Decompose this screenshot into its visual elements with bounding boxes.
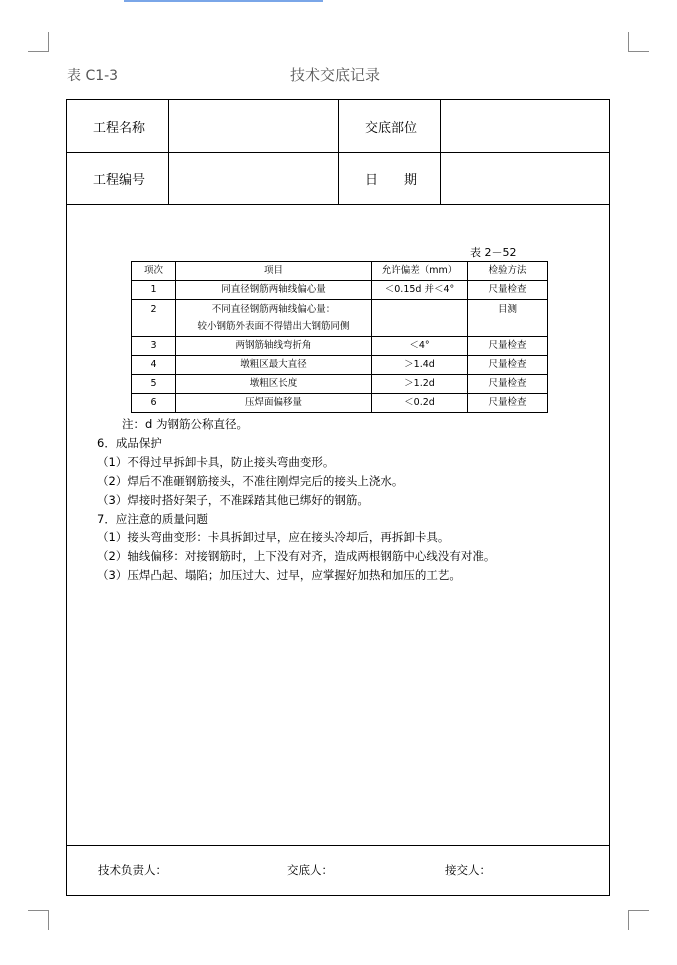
row-item-line1: 不同直径钢筋两轴线偏心量：: [211, 304, 336, 315]
tech-lead-signature-label: 技术负责人：: [98, 863, 167, 877]
row-method: 尺量检查: [468, 337, 548, 356]
table-row: [132, 300, 548, 337]
row-item-line2: 较小钢筋外表面不得错出大钢筋同侧: [197, 321, 350, 332]
row-method: 尺量检查: [468, 394, 548, 413]
row-no: 5: [132, 375, 176, 394]
row-tolerance: ＜0.15d 并＜4°: [372, 281, 468, 300]
section-title: 6．成品保护: [97, 436, 162, 450]
table-row: [132, 394, 548, 413]
project-no-label: 工程编号: [93, 173, 146, 188]
tolerance-table: [131, 261, 548, 413]
column-header: 检验方法: [468, 262, 548, 281]
table-row: [132, 356, 548, 375]
table-caption: 表 2－52: [470, 246, 517, 259]
list-item: （1）接头弯曲变形：卡具拆卸过早，应在接头冷却后，再拆卸卡具。: [97, 530, 450, 544]
list-item: （2）焊后不准砸钢筋接头，不准往刚焊完后的接头上浇水。: [97, 474, 404, 488]
row-tolerance: ＜0.2d: [372, 394, 468, 413]
row-item: [176, 300, 372, 337]
row-no: 4: [132, 356, 176, 375]
table-header-row: [132, 262, 548, 281]
list-item: （1）不得过早拆卸卡具，防止接头弯曲变形。: [97, 455, 335, 469]
receiver-signature-label: 接交人：: [445, 863, 491, 877]
row-method: 尺量检查: [468, 375, 548, 394]
table-note: 注：d 为钢筋公称直径。: [122, 417, 248, 431]
row-no: 2: [132, 300, 176, 337]
row-no: 6: [132, 394, 176, 413]
handover-signature-label: 交底人：: [287, 863, 333, 877]
row-item: 墩粗区长度: [176, 375, 372, 394]
column-header: 允许偏差（mm）: [372, 262, 468, 281]
form-divider: [168, 99, 169, 205]
row-item: 墩粗区最大直径: [176, 356, 372, 375]
form-divider: [338, 99, 339, 205]
table-row: [132, 337, 548, 356]
row-item: 压焊面偏移量: [176, 394, 372, 413]
row-method: 尺量检查: [468, 281, 548, 300]
page-top-indicator: [124, 0, 323, 2]
form-divider: [66, 845, 610, 846]
row-tolerance: ＞1.4d: [372, 356, 468, 375]
row-no: 3: [132, 337, 176, 356]
table-row: [132, 281, 548, 300]
row-tolerance: ＞1.2d: [372, 375, 468, 394]
project-name-label: 工程名称: [93, 121, 146, 136]
row-item: 两钢筋轴线弯折角: [176, 337, 372, 356]
row-no: 1: [132, 281, 176, 300]
row-tolerance: [372, 300, 468, 337]
list-item: （2）轴线偏移：对接钢筋时，上下没有对齐，造成两根钢筋中心线没有对准。: [97, 549, 496, 563]
date-label: 日 期: [365, 173, 418, 188]
row-tolerance: ＜4°: [372, 337, 468, 356]
column-header: 项目: [176, 262, 372, 281]
handover-part-label: 交底部位: [365, 121, 418, 136]
row-item: 同直径钢筋两轴线偏心量: [176, 281, 372, 300]
form-divider: [440, 99, 441, 205]
row-method: 尺量检查: [468, 356, 548, 375]
list-item: （3）焊接时搭好架子，不准踩踏其他已绑好的钢筋。: [97, 493, 369, 507]
section-title: 7．应注意的质量问题: [97, 512, 208, 526]
page-title: 技术交底记录: [290, 66, 381, 84]
table-row: [132, 375, 548, 394]
column-header: 项次: [132, 262, 176, 281]
list-item: （3）压焊凸起、塌陷；加压过大、过早，应掌握好加热和加压的工艺。: [97, 568, 461, 582]
row-method: 目测: [468, 300, 548, 337]
form-code: 表 C1-3: [67, 68, 119, 84]
